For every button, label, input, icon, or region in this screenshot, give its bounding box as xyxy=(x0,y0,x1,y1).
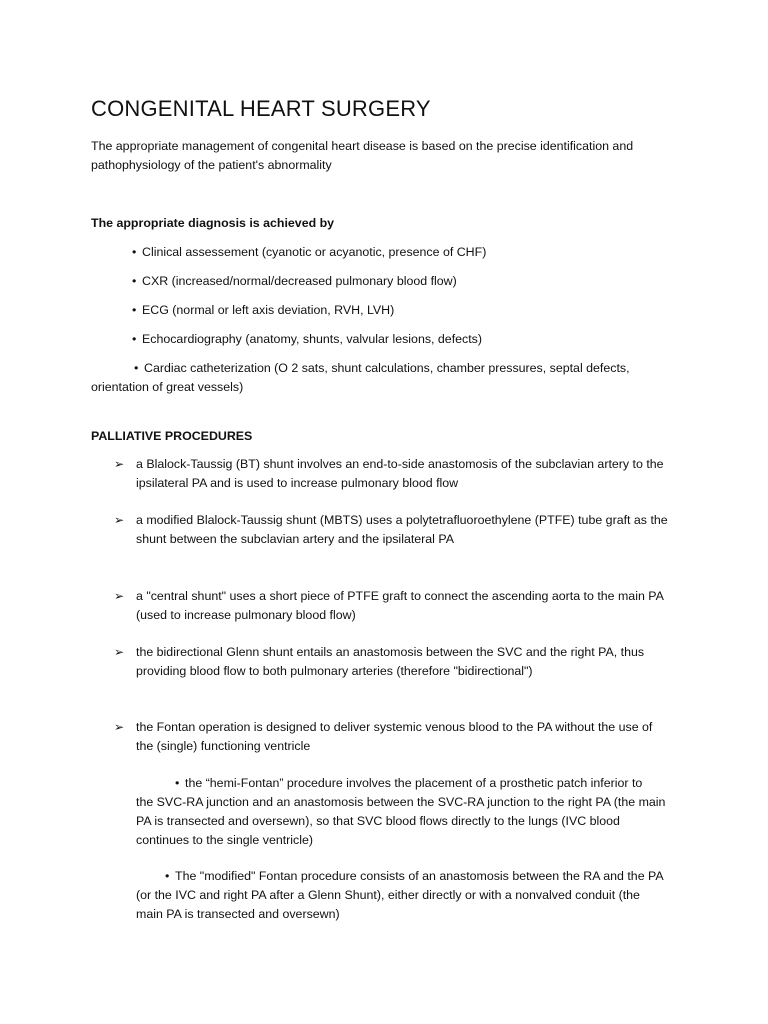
modified-fontan-line-2: (or the IVC and right PA after a Glenn Shunt), either directly or with a nonvalved conduit (the xyxy=(136,888,640,902)
palliative-mbts-line-1: a modified Blalock-Taussig shunt (MBTS) uses a polytetrafluoroethylene (PTFE) tube graft as the xyxy=(136,513,668,527)
bullet-icon: • xyxy=(175,776,180,790)
intro-text-2: pathophysiology of the patient's abnormality xyxy=(91,158,332,172)
arrow-bullet-icon: ➢ xyxy=(114,720,125,734)
modified-fontan-line-3: main PA is transected and oversewn) xyxy=(136,907,340,921)
arrow-bullet-icon: ➢ xyxy=(114,513,125,527)
bullet-icon: • xyxy=(132,245,137,259)
palliative-fontan-line-2: the (single) functioning ventricle xyxy=(136,739,311,753)
palliative-glenn-line-2: providing blood flow to both pulmonary arteries (therefore "bidirectional") xyxy=(136,664,533,678)
palliative-bt-line-1: a Blalock-Taussig (BT) shunt involves an end-to-side anastomosis of the subclavian artery to the xyxy=(136,457,664,471)
diagnosis-item-echo: • Echocardiography (anatomy, shunts, valvular lesions, defects) xyxy=(132,330,482,349)
arrow-bullet-icon: ➢ xyxy=(114,457,125,471)
intro-text-1: The appropriate management of congenital heart disease is based on the precise identification and xyxy=(91,139,634,153)
page-title: CONGENITAL HEART SURGERY xyxy=(91,96,431,121)
modified-fontan-line-1: • The "modified" Fontan procedure consists of an anastomosis between the RA and the PA xyxy=(165,867,664,886)
palliative-mbts-line-2: shunt between the subclavian artery and the ipsilateral PA xyxy=(136,532,454,546)
palliative-fontan-line-1: the Fontan operation is designed to deliver systemic venous blood to the PA without the use of xyxy=(136,720,653,734)
bullet-icon: • xyxy=(165,869,170,883)
hemi-fontan-line-4: continues to the single ventricle) xyxy=(136,833,314,847)
intro-line-1 xyxy=(91,137,633,156)
diagnosis-item-cath: • Cardiac catheterization (O 2 sats, shunt calculations, chamber pressures, septal defects, xyxy=(134,359,630,378)
hemi-fontan-line-3: PA is transected and oversewn), so that SVC blood flows directly to the lungs (IVC blood xyxy=(136,814,620,828)
intro-line-2 xyxy=(91,156,332,175)
bullet-icon: • xyxy=(132,332,137,346)
hemi-fontan-line-2: the SVC-RA junction and an anastomosis between the SVC-RA junction to the right PA (the main xyxy=(136,795,666,809)
arrow-bullet-icon: ➢ xyxy=(114,589,125,603)
diagnosis-heading: The appropriate diagnosis is achieved by xyxy=(91,216,335,230)
diagnosis-item-cath-continued: orientation of great vessels) xyxy=(91,380,244,394)
palliative-central-line-1: a "central shunt" uses a short piece of PTFE graft to connect the ascending aorta to the main PA xyxy=(136,589,664,603)
bullet-icon: • xyxy=(134,361,139,375)
diagnosis-item-ecg: • ECG (normal or left axis deviation, RVH, LVH) xyxy=(132,301,394,320)
bullet-icon: • xyxy=(132,274,137,288)
hemi-fontan-line-1: • the “hemi-Fontan” procedure involves the placement of a prosthetic patch inferior to xyxy=(175,774,642,793)
diagnosis-item-cxr: • CXR (increased/normal/decreased pulmonary blood flow) xyxy=(132,272,457,291)
palliative-bt-line-2: ipsilateral PA and is used to increase pulmonary blood flow xyxy=(136,476,459,490)
palliative-glenn-line-1: the bidirectional Glenn shunt entails an anastomosis between the SVC and the right PA, thus xyxy=(136,645,645,659)
arrow-bullet-icon: ➢ xyxy=(114,645,125,659)
palliative-heading: PALLIATIVE PROCEDURES xyxy=(91,429,253,443)
bullet-icon: • xyxy=(132,303,137,317)
palliative-central-line-2: (used to increase pulmonary blood flow) xyxy=(136,608,356,622)
diagnosis-item-clinical: • Clinical assessement (cyanotic or acyanotic, presence of CHF) xyxy=(132,243,486,262)
